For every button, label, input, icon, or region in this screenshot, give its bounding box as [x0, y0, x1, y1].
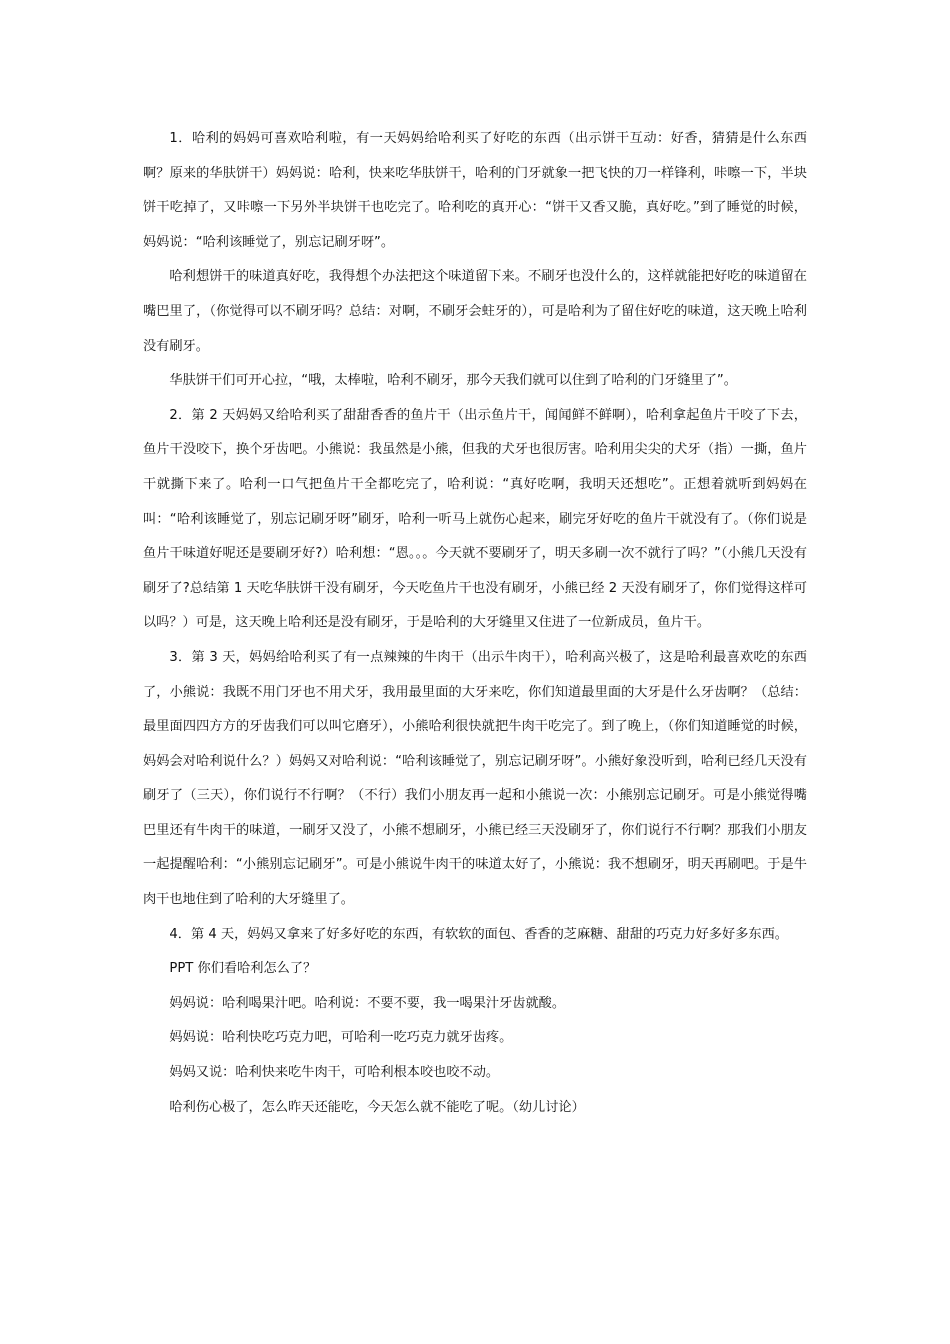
story-body [143, 122, 807, 1125]
paragraph-day1-biscuits-happy: 华肤饼干们可开心拉，“哦，太棒啦，哈利不刷牙，那今天我们就可以住到了哈利的门牙缝里了”。 [169, 373, 737, 389]
paragraph-day3-beef: 3．第 3 天，妈妈给哈利买了有一点辣辣的牛肉干（出示牛肉干），哈利高兴极了，这是哈利最喜欢吃的东西了，小熊说：我既不用门牙也不用犬牙，我用最里面的大牙来吃，你们知道最里面的大牙是什么牙齿啊？（总结：最里面四四方方的牙齿我们可以叫它磨牙），小熊哈利很快就把牛肉干吃完了。到了晚上，（你们知道睡觉的时候，妈妈会对哈利说什么？）妈妈又对哈利说：“哈利该睡觉了，别忘记刷牙呀”。小熊好象没听到，哈利已经几天没有刷牙了（三天），你们说行不行啊？（不行）我们小朋友再一起和小熊说一次：小熊别忘记刷牙。可是小熊觉得嘴巴里还有牛肉干的味道，一刷牙又没了，小熊不想刷牙，小熊已经三天没刷牙了，你们说行不行啊？那我们小朋友一起提醒哈利：“小熊别忘记刷牙”。可是小熊说牛肉干的味道太好了，小熊说：我不想刷牙，明天再刷吧。于是牛肉干也地住到了哈利的大牙缝里了。 [143, 649, 807, 908]
paragraph-chocolate: 妈妈说：哈利快吃巧克力吧，可哈利一吃巧克力就牙齿疼。 [169, 1030, 513, 1046]
paragraph-day1-biscuit: 1．哈利的妈妈可喜欢哈利啦，有一天妈妈给哈利买了好吃的东西（出示饼干互动：好香，猜猜是什么东西啊？原来的华肤饼干）妈妈说：哈利，快来吃华肤饼干，哈利的门牙就象一把飞快的刀一样锋利，咔嚓一下，半块饼干吃掉了，又咔嚓一下另外半块饼干也吃完了。哈利吃的真开心：“饼干又香又脆，真好吃。”到了睡觉的时候，妈妈说：“哈利该睡觉了，别忘记刷牙呀”。 [143, 131, 807, 250]
paragraph-day1-no-brushing: 哈利想饼干的味道真好吃，我得想个办法把这个味道留下来。不刷牙也没什么的，这样就能把好吃的味道留在嘴巴里了，（你觉得可以不刷牙吗？总结：对啊，不刷牙会蛀牙的），可是哈利为了留住好吃的味道，这天晚上哈利没有刷牙。 [143, 269, 807, 354]
paragraph-ppt-question: PPT 你们看哈利怎么了？ [169, 961, 317, 977]
paragraph-beef-hard: 妈妈又说：哈利快来吃牛肉干，可哈利根本咬也咬不动。 [169, 1065, 500, 1081]
paragraph-day4-snacks: 4．第 4 天，妈妈又拿来了好多好吃的东西，有软软的面包、香香的芝麻糖、甜甜的巧克力好多好多东西。 [169, 926, 788, 942]
paragraph-juice: 妈妈说：哈利喝果汁吧。哈利说：不要不要，我一喝果汁牙齿就酸。 [169, 995, 566, 1011]
paragraph-discussion: 哈利伤心极了，怎么昨天还能吃，今天怎么就不能吃了呢。（幼儿讨论） [169, 1099, 585, 1115]
paragraph-day2-fish: 2．第 2 天妈妈又给哈利买了甜甜香香的鱼片干（出示鱼片干，闻闻鲜不鲜啊），哈利拿起鱼片干咬了下去，鱼片干没咬下，换个牙齿吧。小熊说：我虽然是小熊，但我的犬牙也很厉害。哈利用尖尖的犬牙（指）一撕，鱼片干就撕下来了。哈利一口气把鱼片干全都吃完了，哈利说：“真好吃啊，我明天还想吃”。正想着就听到妈妈在叫：“哈利该睡觉了，别忘记刷牙呀”刷牙，哈利一听马上就伤心起来，刷完牙好吃的鱼片干就没有了。（你们说是鱼片干味道好呢还是要刷牙好?）哈利想：“恩。。。今天就不要刷牙了，明天多刷一次不就行了吗？”（小熊几天没有刷牙了?总结第 1 天吃华肤饼干没有刷牙，今天吃鱼片干也没有刷牙，小熊已经 2 天没有刷牙了，你们觉得这样可以吗？）可是，这天晚上哈利还是没有刷牙，于是哈利的大牙缝里又住进了一位新成员，鱼片干。 [143, 407, 807, 631]
